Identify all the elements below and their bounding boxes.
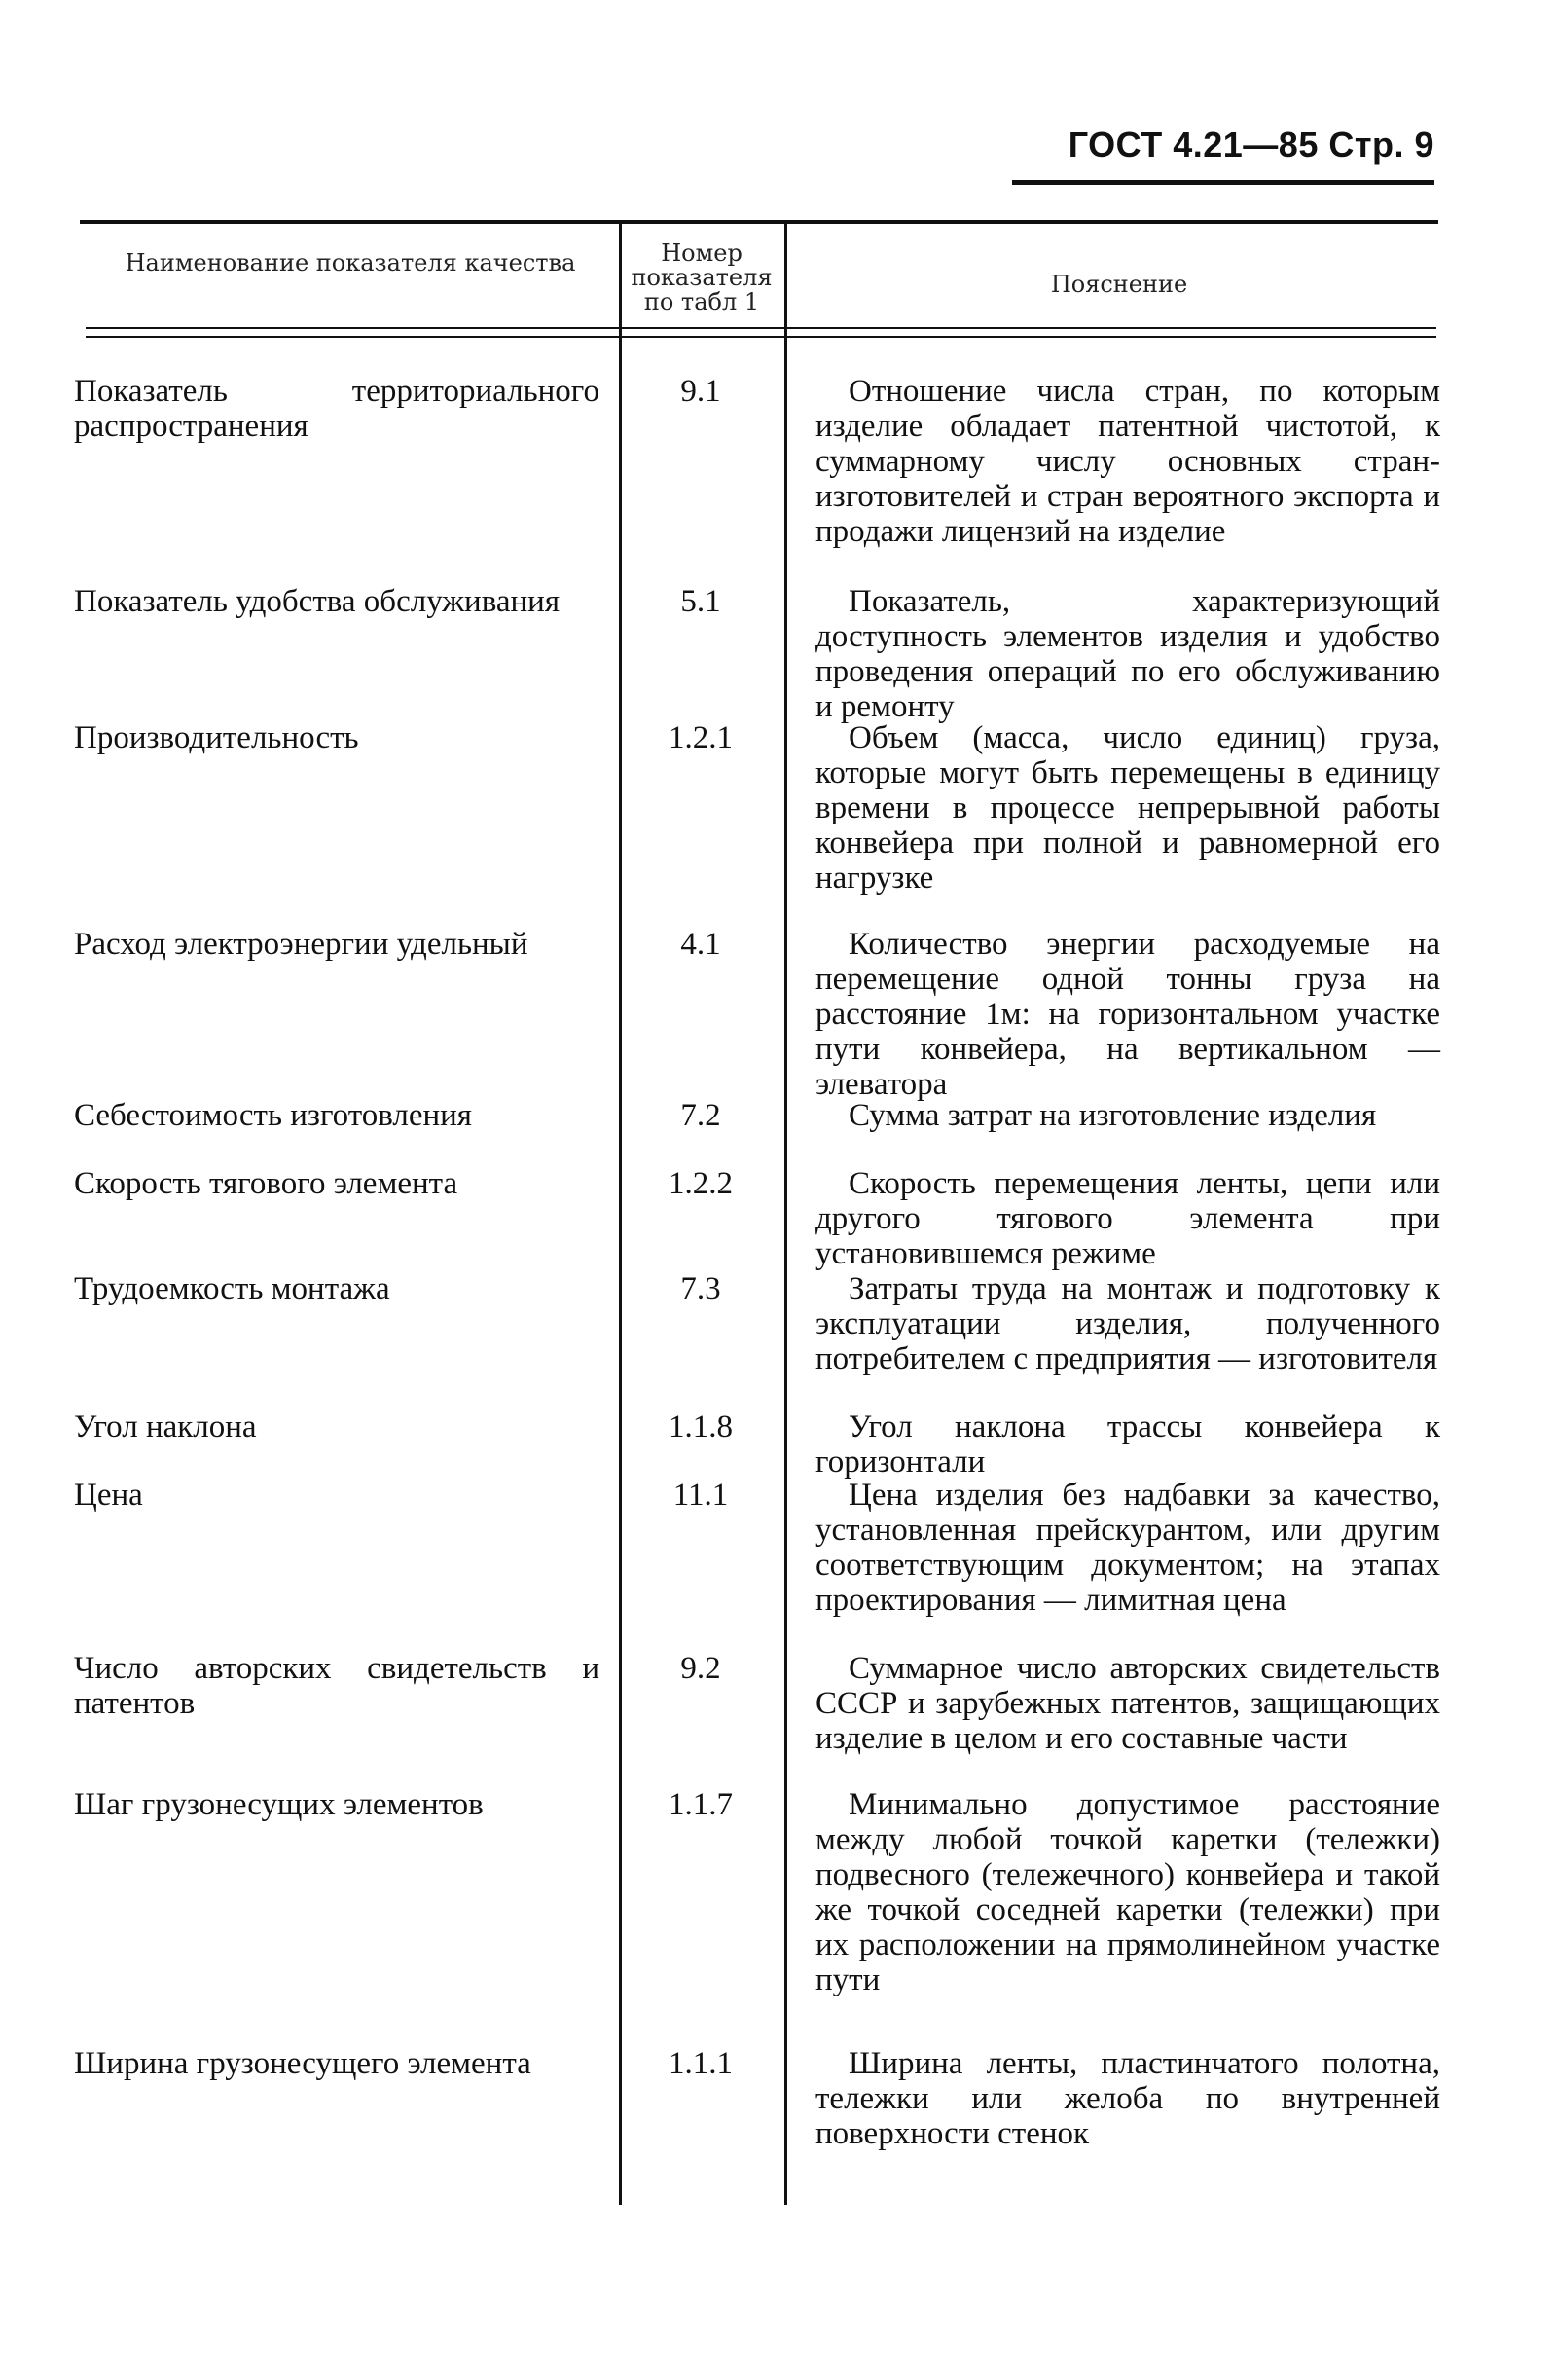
indicator-number: 9.2 xyxy=(680,1651,721,1686)
indicator-name: Скорость тягового элемента xyxy=(74,1166,458,1201)
header-separator xyxy=(86,327,1436,329)
indicator-number: 1.2.2 xyxy=(669,1166,733,1201)
indicator-name: Показатель удобства обслуживания xyxy=(74,584,561,619)
indicator-explanation: Количество энергии расходуемые на перемещение одной тонны груза на расстояние 1м: на горизонтальном участке пути конвейера, на вертикальном — элеватора xyxy=(815,927,1440,1102)
indicator-explanation: Цена изделия без надбавки за качество, установленная прейскурантом, или другим соответствующим документом; на этапах проектирования — лимитная цена xyxy=(815,1478,1440,1618)
indicator-name: Трудоемкость монтажа xyxy=(74,1271,390,1306)
indicator-number: 7.3 xyxy=(680,1271,721,1306)
indicator-name: Угол наклона xyxy=(74,1410,257,1445)
indicator-number: 4.1 xyxy=(680,927,721,962)
indicator-number: 1.1.1 xyxy=(669,2046,733,2081)
indicator-number: 11.1 xyxy=(672,1478,729,1513)
indicator-name: Показатель территориального распространения xyxy=(74,374,599,444)
indicator-number: 1.1.7 xyxy=(669,1787,733,1822)
indicator-explanation: Скорость перемещения ленты, цепи или другого тягового элемента при установившемся режиме xyxy=(815,1166,1440,1271)
column-divider-2 xyxy=(784,224,787,2205)
column-header-number: Номер показателя по табл 1 xyxy=(631,239,773,315)
indicator-explanation: Отношение числа стран, по которым изделие обладает патентной чистотой, к суммарному числу основных стран-изготовителей и стран вероятного экспорта и продажи лицензий на изделие xyxy=(815,374,1440,549)
indicator-name: Расход электроэнергии удельный xyxy=(74,927,528,962)
indicator-name: Число авторских свидетельств и патентов xyxy=(74,1651,599,1721)
table-top-rule xyxy=(80,220,1438,224)
indicator-name: Шаг грузонесущих элементов xyxy=(74,1787,484,1822)
column-header-explanation: Пояснение xyxy=(1050,271,1188,298)
indicator-name: Ширина грузонесущего элемента xyxy=(74,2046,531,2081)
indicator-explanation: Объем (масса, число единиц) груза, которые могут быть перемещены в единицу времени в процессе непрерывной работы конвейера при полной и равномерной его нагрузке xyxy=(815,720,1440,896)
column-divider-1 xyxy=(619,224,622,2205)
indicator-number: 5.1 xyxy=(680,584,721,619)
indicator-number: 7.2 xyxy=(680,1098,721,1133)
indicator-explanation: Затраты труда на монтаж и подготовку к эксплуатации изделия, полученного потребителем с предприятия — изготовителя xyxy=(815,1271,1440,1376)
page-header: ГОСТ 4.21—85 Стр. 9 xyxy=(1068,125,1434,165)
indicator-explanation: Угол наклона трассы конвейера к горизонтали xyxy=(815,1410,1440,1480)
header-separator-double xyxy=(86,336,1436,338)
indicator-name: Цена xyxy=(74,1478,143,1513)
indicator-name: Производительность xyxy=(74,720,359,755)
indicator-number: 1.2.1 xyxy=(669,720,733,755)
column-header-name: Наименование показателя качества xyxy=(125,249,576,276)
indicator-explanation: Ширина ленты, пластинчатого полотна, тележки или желоба по внутренней поверхности стенок xyxy=(815,2046,1440,2151)
indicator-number: 9.1 xyxy=(680,374,721,409)
header-rule xyxy=(1012,180,1434,185)
indicator-explanation: Показатель, характеризующий доступность элементов изделия и удобство проведения операций по его обслуживанию и ремонту xyxy=(815,584,1440,724)
indicator-name: Себестоимость изготовления xyxy=(74,1098,472,1133)
indicator-explanation: Сумма затрат на изготовление изделия xyxy=(849,1098,1377,1133)
indicator-explanation: Минимально допустимое расстояние между любой точкой каретки (тележки) подвесного (тележечного) конвейера и такой же точкой соседней каретки (тележки) при их расположении на прямолинейном участке пути xyxy=(815,1787,1440,1997)
indicator-explanation: Суммарное число авторских свидетельств СССР и зарубежных патентов, защищающих изделие в целом и его составные части xyxy=(815,1651,1440,1756)
indicator-number: 1.1.8 xyxy=(669,1410,733,1445)
